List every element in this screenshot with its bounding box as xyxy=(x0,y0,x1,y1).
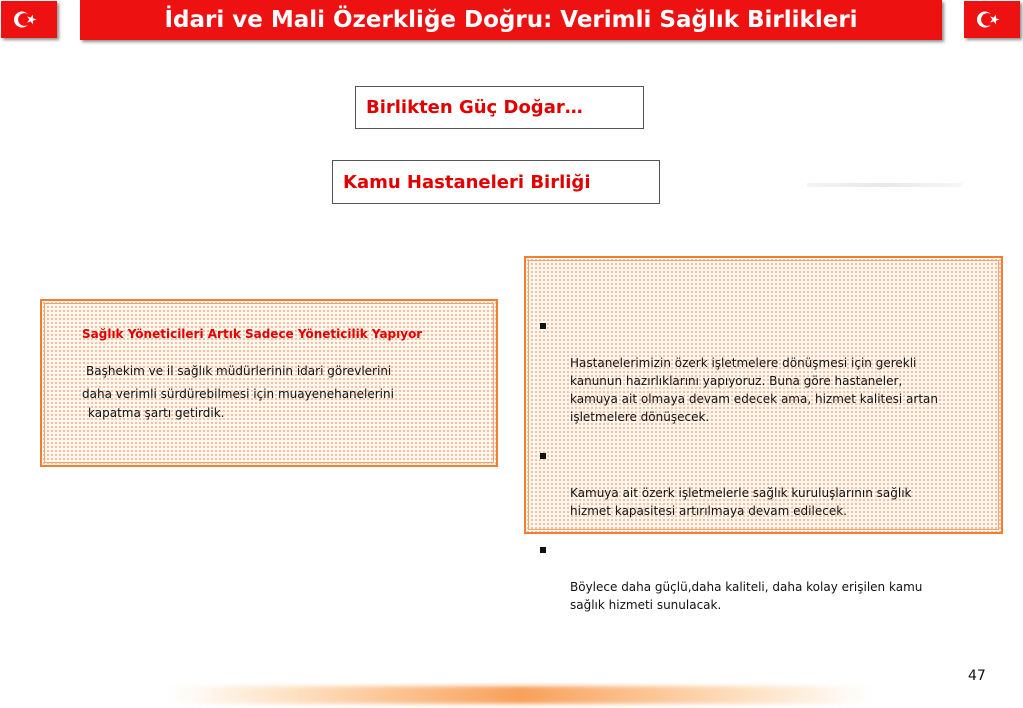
bullet-square-icon xyxy=(540,323,546,329)
panel-text-line: Başhekim ve il sağlık müdürlerinin idari görevlerini xyxy=(86,364,392,378)
right-info-panel xyxy=(524,256,1003,612)
left-info-panel xyxy=(40,299,498,467)
turkish-flag-icon xyxy=(964,1,1020,38)
bullet-square-icon xyxy=(540,547,546,553)
bullet-text: Kamuya ait özerk işletmelerle sağlık kuruluşlarının sağlık hizmet kapasitesi artırılmaya devam edilecek. xyxy=(570,486,912,518)
footer-decoration xyxy=(170,686,870,704)
bullet-text: Hastanelerimizin özerk işletmelere dönüşmesi için gerekli kanunun hazırlıklarını yapıyoruz. Buna göre hastaneler, kamuya ait olmaya devam edecek ama, hizmet kalitesi artan işletmelere dönüşecek. xyxy=(570,356,938,424)
panel-text-line: kapatma şartı getirdik. xyxy=(88,406,225,420)
decorative-line xyxy=(807,183,962,187)
panel-heading: Sağlık Yöneticileri Artık Sadece Yöneticilik Yapıyor xyxy=(82,327,423,341)
panel-text-line: daha verimli sürdürebilmesi için muayenehanelerini xyxy=(82,387,394,401)
page-number: 47 xyxy=(968,668,986,684)
bullet-text: Böylece daha güçlü,daha kaliteli, daha kolay erişilen kamu sağlık hizmeti sunulacak. xyxy=(570,580,923,612)
bullet-list xyxy=(536,318,938,636)
subtitle-box: Kamu Hastaneleri Birliği xyxy=(332,160,660,204)
list-item xyxy=(536,318,938,426)
bullet-square-icon xyxy=(540,453,546,459)
slogan-box: Birlikten Güç Doğar… xyxy=(355,86,644,129)
list-item xyxy=(536,448,938,520)
turkish-flag-icon xyxy=(1,1,57,38)
slide-title: İdari ve Mali Özerkliğe Doğru: Verimli Sağlık Birlikleri xyxy=(80,0,942,40)
list-item xyxy=(536,542,938,614)
